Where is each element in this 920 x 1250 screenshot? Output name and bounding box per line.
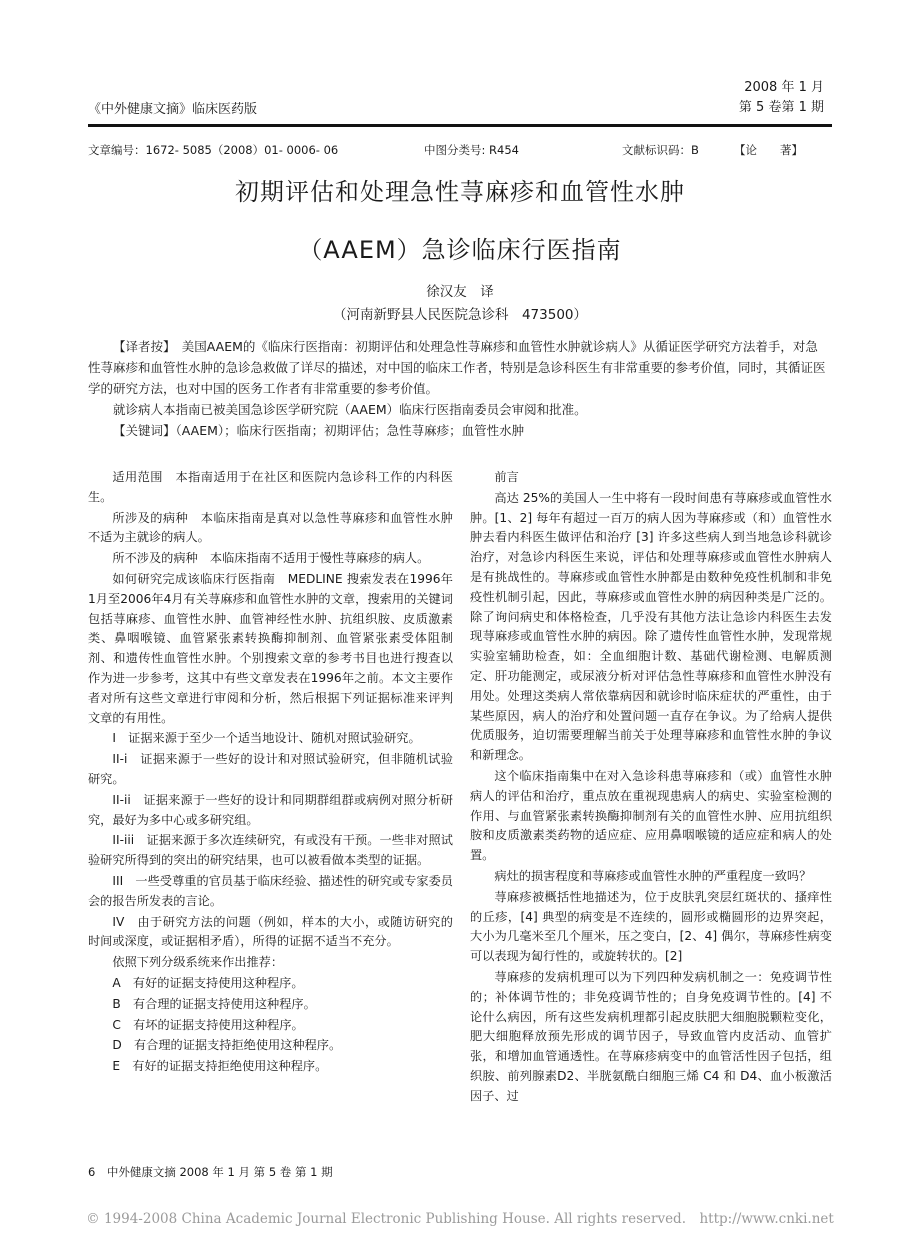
evidence-level-2iii: II-iii 证据来源于多次连续研究，有或没有干预。一些非对照试验研究所得到的突出的研究结果，也可以被看做本类型的证据。 xyxy=(88,833,453,868)
issue-date: 2008 年 1 月 xyxy=(744,80,824,95)
article-number: 文章编号：1672- 5085（2008）01- 0006- 06 xyxy=(88,143,339,157)
evidence-level-2ii: II-ii 证据来源于一些好的设计和同期群组群或病例对照分析研究，最好为多中心或多研究组。 xyxy=(88,792,453,827)
issue-volume: 第 5 卷第 1 期 xyxy=(738,100,824,115)
page-footer: 6 中外健康文摘 2008 年 1 月 第 5 卷 第 1 期 xyxy=(88,1165,333,1179)
grade-e: E 有好的证据支持拒绝使用这种程序。 xyxy=(112,1059,328,1074)
right-column xyxy=(470,468,832,1108)
doc-code: 文献标识码：B xyxy=(622,143,699,157)
evidence-level-3: III 一些受尊重的官员基于临床经验、描述性的研究或专家委员会的报告所发表的言论。 xyxy=(88,873,453,908)
evidence-level-1: I 证据来源于至少一个适当地设计、随机对照试验研究。 xyxy=(112,731,421,746)
grade-d: D 有合理的证据支持拒绝使用这种程序。 xyxy=(112,1038,342,1053)
abstract-approval: 就诊病人本指南已被美国急诊医学研究院（AAEM）临床行医指南委员会审阅和批准。 xyxy=(113,402,587,417)
grading-intro: 依照下列分级系统来作出推荐： xyxy=(112,955,284,970)
excluded-diseases: 所不涉及的病种 本临床指南不适用于慢性荨麻疹的病人。 xyxy=(112,551,430,566)
left-column xyxy=(88,468,453,1078)
preface-para-1: 高达 25%的美国人一生中将有一段时间患有荨麻疹或血管性水肿。[1、2] 每年有超过一百万的病人因为荨麻疹或（和）血管性水肿去看内科医生做评估和治疗 [3] 许多这些病人到当地急诊科就诊治疗，对急诊内科医生来说，评估和处理荨麻疹或血管性水肿病人是有挑战性的。荨麻疹或血管性水肿都是由数种免疫性机制和非免疫性机制引起，因此，荨麻疹或血管性水肿的病因种类是广泛的。除了询问病史和体格检查，几乎没有其他方法让急诊内科医生去发现荨麻疹或血管性水肿的病因。除了遗传性血管性水肿，发现常规实验室辅助检查，如：全血细胞计数、基础代谢检测、电解质测定、肝功能测定，或尿液分析对评估急性荨麻疹和血管性水肿没有用处。处理这类病人常依靠病因和就诊时临床症状的严重性，由于某些原因，病人的治疗和处置问题一直存在争议。为了给病人提供优质服务，迫切需要理解当前关于处理荨麻疹和血管性水肿的争议和新理念。 xyxy=(470,490,832,763)
author: 徐汉友 译 xyxy=(426,284,494,300)
grade-a: A 有好的证据支持使用这种程序。 xyxy=(112,975,304,990)
journal-name: 《中外健康文摘》临床医药版 xyxy=(88,102,258,117)
included-diseases: 所涉及的病种 本临床指南是真对以急性荨麻疹和血管性水肿不适为主就诊的病人。 xyxy=(88,510,453,545)
article-type: 【论 著】 xyxy=(734,143,803,157)
abstract xyxy=(88,336,828,441)
keywords: 【关键词】（AAEM）；临床行医指南；初期评估；急性荨麻疹；血管性水肿 xyxy=(113,423,525,438)
clc-number: 中图分类号: R454 xyxy=(424,143,519,157)
section-heading-preface: 前言 xyxy=(494,470,519,484)
scope: 适用范围 本指南适用于在社区和医院内急诊科工作的内科医生。 xyxy=(88,470,453,504)
evidence-level-2i: II-i 证据来源于一些好的设计和对照试验研究，但非随机试验研究。 xyxy=(88,752,453,786)
title-line-1: 初期评估和处理急性荨麻疹和血管性水肿 xyxy=(235,178,685,206)
issue-info xyxy=(739,78,824,118)
methods: 如何研究完成该临床行医指南 MEDLINE 搜索发表在1996年1月至2006年4月有关荨麻疹和血管性水肿的文章，搜索用的关键词包括荨麻疹、血管性水肿、血管神经性水肿、抗组织胺、皮质激素类、鼻咽喉镜、血管紧张素转换酶抑制剂、血管紧张素受体阻制剂、和遗传性血管性水肿。个别搜索文章的参考书目也进行搜查以作为进一步参考，这其中有些文章发表在1996年之前。本文主要作者对所有这些文章进行审阅和分析，然后根据下列证据标准来评判文章的有用性。 xyxy=(88,571,453,725)
preface-para-3: 荨麻疹被概括性地描述为，位于皮肤乳突层红斑状的、搔痒性的丘疹，[4] 典型的病变是不连续的，圆形或椭圆形的边界突起，大小为几毫米至几个厘米，压之变白，[2、4] 偶尔，荨麻疹性病变可以表现为匐行性的，或旋转状的。[2] xyxy=(470,889,832,964)
title-line-2: （AAEM）急诊临床行医指南 xyxy=(298,236,622,264)
header-rule xyxy=(88,124,832,127)
abstract-translator-note: 【译者按】 美国AAEM的《临床行医指南：初期评估和处理急性荨麻疹和血管性水肿就诊病人》从循证医学研究方法着手，对急性荨麻疹和血管性水肿的急诊急救做了详尽的描述，对中国的临床工作者，特别是急诊科医生有非常重要的参考价值，同时，其循证医学的研究方法，也对中国的医务工作者有非常重要的参考价值。 xyxy=(88,339,826,396)
preface-para-4: 荨麻疹的发病机理可以为下列四种发病机制之一：免疫调节性的；补体调节性的；非免疫调节性的；自身免疫调节性的。[4] 不论什么病因，所有这些发病机理都引起皮肤肥大细胞脱颗粒变化，肥大细胞释放预先形成的调节因子，导致血管内皮活动、血管扩张，和增加血管通透性。在荨麻疹病变中的血管活性因子包括，组织胺、前列腺素D2、半胱氨酰白细胞三烯 C4 和 D4、血小板激活因子、过 xyxy=(470,969,832,1103)
copyright-watermark: © 1994-2008 China Academic Journal Electronic Publishing House. All rights reserved. http://www.cnki.net xyxy=(86,1211,834,1227)
grade-c: C 有坏的证据支持使用这种程序。 xyxy=(112,1017,304,1032)
evidence-level-4: IV 由于研究方法的问题（例如，样本的大小，或随访研究的时间或深度，或证据相矛盾），所得的证据不适当不充分。 xyxy=(88,914,453,949)
grade-b: B 有合理的证据支持使用这种程序。 xyxy=(112,996,316,1011)
preface-para-2: 这个临床指南集中在对入急诊科患荨麻疹和（或）血管性水肿病人的评估和治疗，重点放在重视现患病人的病史、实验室检测的作用、与血管紧张素转换酶抑制剂有关的血管性水肿、应用抗组织胺和皮质激素类药物的适应症、应用鼻咽喉镜的适应症和病人的处置。 xyxy=(470,768,832,863)
preface-question: 病灶的损害程度和荨麻疹或血管性水肿的严重程度一致吗？ xyxy=(494,868,812,883)
affiliation: （河南新野县人民医院急诊科 473500） xyxy=(332,307,588,323)
